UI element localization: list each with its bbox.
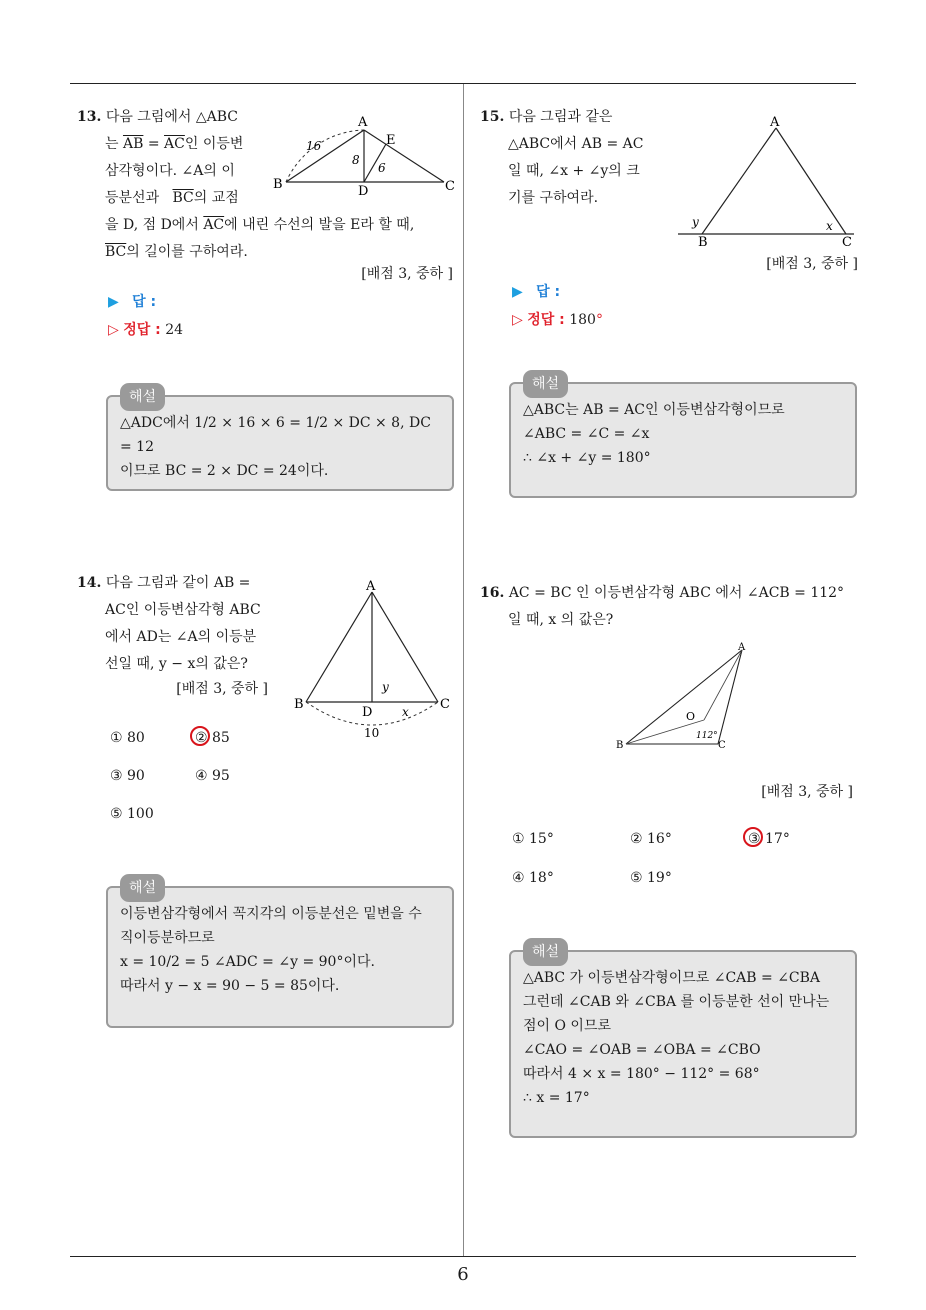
answer-label: 답 : [536, 284, 561, 300]
label-a: A [770, 115, 780, 130]
q13-line3: 삼각형이다. ∠A의 이 [105, 163, 235, 179]
q13-line5a: 을 D, 점 D에서 [105, 217, 199, 233]
q13-answer [108, 288, 183, 344]
q14-selected-circle [190, 726, 210, 746]
q14-figure [292, 578, 458, 744]
q13-ab: $\overline{AB}$ [122, 136, 144, 152]
q16-choice-2[interactable]: ② 16° [630, 831, 672, 847]
side-ac [364, 130, 444, 182]
q16-expl-line1: △ABC 가 이등변삼각형이므로 ∠CAB = ∠CBA [523, 970, 821, 986]
correct-value: 24 [165, 322, 184, 338]
label-a: A [366, 579, 376, 594]
q14-points: [배점 3, 중하 ] [176, 681, 268, 697]
q14-choice-1[interactable]: ① 80 [110, 730, 145, 746]
q14-choice-3[interactable]: ③ 90 [110, 768, 145, 784]
q14-choice-2[interactable]: ② 85 [195, 730, 230, 746]
column-divider [463, 84, 464, 1256]
label-b: B [273, 177, 283, 192]
q13-line4b: 의 교점 [193, 190, 239, 206]
explanation-tag: 해설 [523, 938, 568, 966]
q13-points: [배점 3, 중하 ] [361, 266, 453, 282]
bottom-rule [70, 1256, 856, 1257]
q13-line6b: 의 길이를 구하여라. [126, 244, 248, 260]
page-number: 6 [457, 1264, 469, 1285]
q15-line1: 다음 그림과 같은 [508, 109, 613, 125]
q14-choice-4[interactable]: ④ 95 [195, 768, 230, 784]
q16-points: [배점 3, 중하 ] [761, 784, 853, 800]
q16-line2: 일 때, x 의 값은? [508, 612, 614, 628]
q15-figure [674, 112, 860, 248]
side-ab [626, 650, 742, 744]
label-d: D [362, 705, 373, 720]
correct-label: 정답 : [123, 322, 161, 338]
label-b: B [616, 740, 624, 751]
explanation-tag: 해설 [120, 874, 165, 902]
q16-choice-4[interactable]: ④ 18° [512, 870, 554, 886]
question-15 [480, 104, 680, 212]
q13-expl-line2: 이므로 BC = 2 × DC = 24이다. [120, 463, 329, 479]
q15-line3: 일 때, ∠x + ∠y의 크 [508, 163, 640, 179]
q14-line3: 에서 AD는 ∠A의 이등분 [105, 629, 257, 645]
q13-line1: 다음 그림에서 △ABC [105, 109, 238, 125]
q15-expl-line3: ∴ ∠x + ∠y = 180° [523, 450, 651, 466]
label-c: C [842, 235, 852, 248]
q16-line1: AC = BC 인 이등변삼각형 ABC 에서 ∠ACB = 112° [508, 585, 845, 601]
q13-bc-2: $\overline{BC}$ [105, 244, 127, 260]
q13-line2a: 는 [105, 136, 119, 152]
correct-arrow-icon: ▷ [512, 312, 523, 328]
q14-explanation [106, 880, 454, 1028]
question-number: 14. [77, 575, 102, 591]
q16-expl-line5: 따라서 4 × x = 180° − 112° = 68° [523, 1066, 760, 1082]
q13-figure [268, 112, 460, 198]
q16-expl-line3: 점이 O 이므로 [523, 1018, 611, 1034]
label-y: y [382, 680, 389, 694]
explanation-tag: 해설 [120, 383, 165, 411]
answer-arrow-icon: ▶ [512, 284, 523, 300]
q14-expl-line2: 직이등분하므로 [120, 930, 215, 946]
q15-line4: 기를 구하여라. [508, 190, 599, 206]
q13-ac-2: $\overline{AC}$ [203, 217, 225, 233]
correct-arrow-icon: ▷ [108, 322, 119, 338]
bisector-b [626, 720, 704, 744]
question-number: 15. [480, 109, 505, 125]
q15-points: [배점 3, 중하 ] [766, 256, 858, 272]
q15-expl-line1: △ABC는 AB = AC인 이등변삼각형이므로 [523, 402, 785, 418]
label-c: C [440, 697, 450, 712]
label-6: 6 [378, 161, 386, 175]
q16-choice-3[interactable]: ③ 17° [748, 831, 790, 847]
q16-expl-line4: ∠CAO = ∠OAB = ∠OBA = ∠CBO [523, 1042, 761, 1058]
label-x: x [826, 219, 833, 233]
bisector-a [704, 650, 742, 720]
label-b: B [698, 235, 708, 248]
label-b: B [294, 697, 304, 712]
q16-figure [614, 640, 754, 752]
label-d: D [358, 184, 369, 198]
q14-line1: 다음 그림과 같이 AB = [105, 575, 251, 591]
q14-expl-line3: x = 10/2 = 5 ∠ADC = ∠y = 90°이다. [120, 954, 375, 970]
q13-eq: = [147, 136, 160, 152]
q13-explanation [106, 389, 454, 491]
q14-line2: AC인 이등변삼각형 ABC [105, 602, 261, 618]
q13-line5b: 에 내린 수선의 발을 E라 할 때, [224, 217, 415, 233]
q15-explanation [509, 376, 857, 498]
label-c: C [718, 740, 726, 751]
q15-answer [512, 278, 603, 334]
q15-expl-line2: ∠ABC = ∠C = ∠x [523, 426, 650, 442]
q16-choice-5[interactable]: ⑤ 19° [630, 870, 672, 886]
label-10: 10 [364, 726, 380, 740]
label-y: y [692, 215, 699, 229]
question-14 [77, 570, 287, 678]
question-16 [480, 580, 860, 634]
label-a: A [738, 642, 746, 653]
correct-label: 정답 : [527, 312, 565, 328]
label-e: E [386, 133, 396, 148]
question-number: 13. [77, 109, 102, 125]
q16-expl-line6: ∴ x = 17° [523, 1090, 590, 1106]
question-number: 16. [480, 585, 505, 601]
q16-choice-1[interactable]: ① 15° [512, 831, 554, 847]
q13-ac: $\overline{AC}$ [164, 136, 185, 152]
q13-line4a: 등분선과 [105, 190, 160, 206]
label-16: 16 [306, 139, 322, 153]
q15-line2: △ABC에서 AB = AC [508, 136, 644, 152]
q14-expl-line1: 이등변삼각형에서 꼭지각의 이등분선은 밑변을 수 [120, 906, 422, 922]
q13-bc: $\overline{BC}$ [172, 190, 194, 206]
correct-value: 180 [569, 312, 596, 328]
explanation-tag: 해설 [523, 370, 568, 398]
answer-arrow-icon: ▶ [108, 294, 119, 310]
q14-line4: 선일 때, y − x의 값은? [105, 656, 248, 672]
label-angle: 112° [696, 731, 718, 741]
q13-line2b: 인 이등변 [184, 136, 244, 152]
q14-expl-line4: 따라서 y − x = 90 − 5 = 85이다. [120, 978, 340, 994]
answer-label: 답 : [132, 294, 157, 310]
q16-explanation [509, 944, 857, 1138]
correct-unit: ° [595, 312, 603, 328]
side-ca [718, 650, 742, 744]
label-8: 8 [352, 153, 360, 167]
q16-expl-line2: 그런데 ∠CAB 와 ∠CBA 를 이등분한 선이 만나는 [523, 994, 830, 1010]
label-c: C [445, 179, 455, 194]
side-ab [702, 128, 776, 234]
label-a: A [358, 115, 368, 130]
side-ab [306, 592, 372, 702]
q13-expl-line1: △ADC에서 1/2 × 16 × 6 = 1/2 × DC × 8, DC = 12 [120, 415, 431, 455]
label-o: O [686, 710, 696, 723]
q14-choice-5[interactable]: ⑤ 100 [110, 806, 154, 822]
side-ac [776, 128, 846, 234]
label-x: x [402, 705, 409, 719]
q16-selected-circle [743, 827, 763, 847]
